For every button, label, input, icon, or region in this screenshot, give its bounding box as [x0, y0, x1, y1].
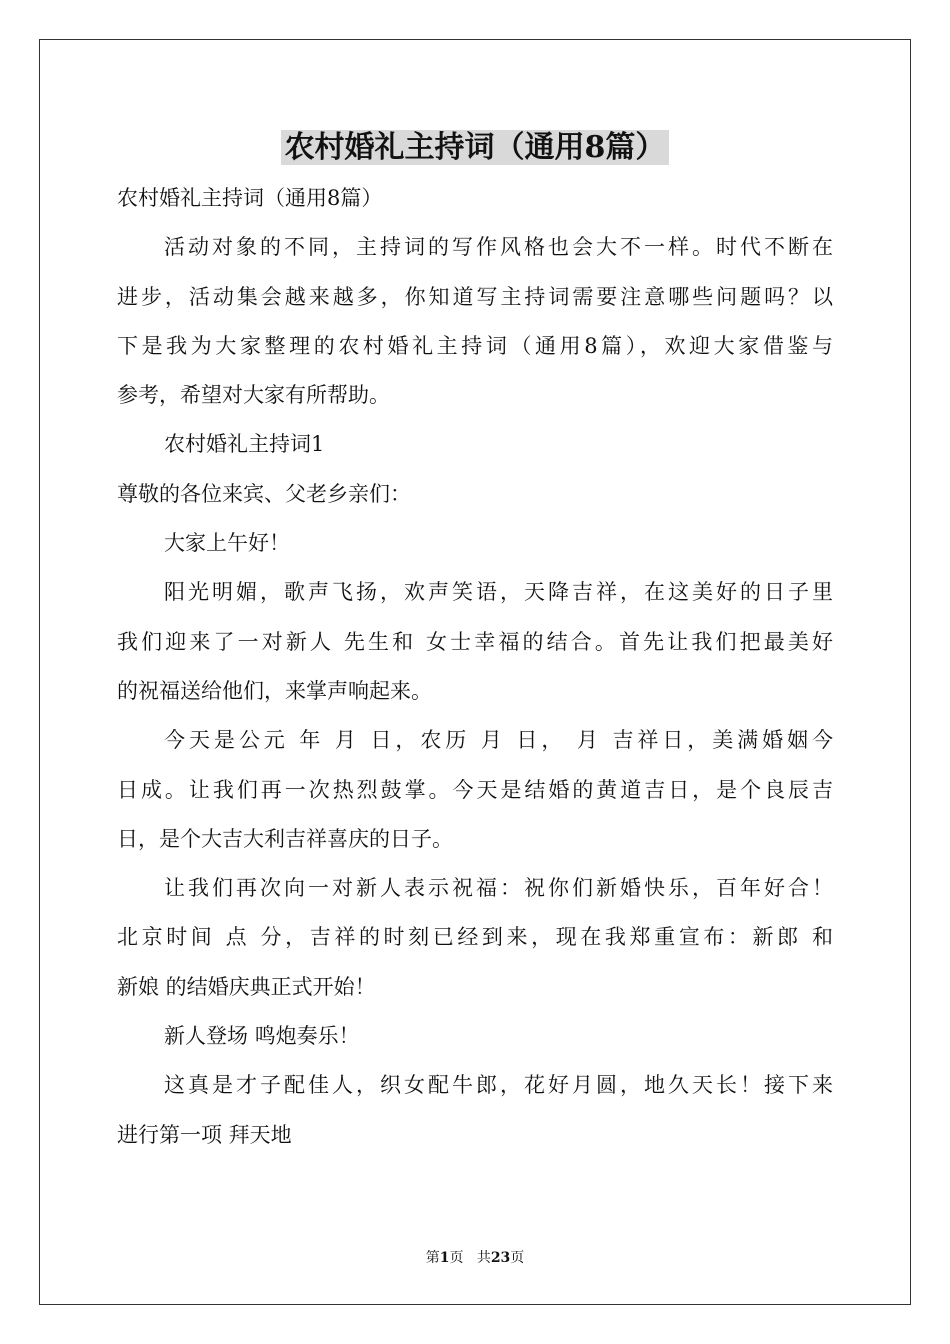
- paragraph-line: 进行第一项 拜天地: [117, 1122, 292, 1147]
- page-number: 1: [439, 1250, 450, 1266]
- paragraph-line: 的祝福送给他们，来掌声响起来。: [117, 678, 432, 703]
- page-suffix: 页: [449, 1250, 464, 1266]
- paragraph-line: 这真是才子配佳人，织女配牛郎，花好月圆，地久天长！接下来: [164, 1073, 833, 1098]
- salutation-line: 尊敬的各位来宾、父老乡亲们：: [117, 481, 411, 506]
- paragraph-line: 参考，希望对大家有所帮助。: [117, 383, 390, 408]
- paragraph-line: 北京时间 点 分，吉祥的时刻已经到来，现在我郑重宣布：新郎 和: [117, 925, 833, 950]
- paragraph-line: 新人登场 鸣炮奏乐！: [164, 1024, 360, 1049]
- total-pages: 23: [490, 1250, 511, 1266]
- paragraph-line: 让我们再次向一对新人表示祝福：祝你们新婚快乐，百年好合！: [164, 876, 833, 901]
- paragraph-line: 活动对象的不同，主持词的写作风格也会大不一样。时代不断在: [164, 235, 833, 260]
- paragraph-line: 进步，活动集会越来越多，你知道写主持词需要注意哪些问题吗？以: [117, 284, 833, 309]
- paragraph-line: 日成。让我们再一次热烈鼓掌。今天是结婚的黄道吉日，是个良辰吉: [117, 777, 833, 802]
- section-heading: 农村婚礼主持词1: [164, 432, 325, 457]
- document-body: [117, 174, 833, 1160]
- paragraph-line: 日，是个大吉大利吉祥喜庆的日子。: [117, 826, 453, 851]
- page-prefix: 第: [425, 1250, 440, 1266]
- greeting-line: 大家上午好！: [164, 531, 290, 556]
- paragraph-line: 新娘 的结婚庆典正式开始！: [117, 974, 376, 999]
- total-suffix: 页: [510, 1250, 525, 1266]
- paragraph-line: 今天是公元 年 月 日，农历 月 日， 月 吉祥日，美满婚姻今: [164, 728, 833, 753]
- document-title-text: 农村婚礼主持词（通用8篇）: [281, 130, 670, 165]
- page-footer: [0, 1248, 950, 1268]
- paragraph-line: 下是我为大家整理的农村婚礼主持词（通用8篇），欢迎大家借鉴与: [117, 333, 833, 358]
- total-prefix: 共: [476, 1250, 491, 1266]
- paragraph-line: 阳光明媚，歌声飞扬，欢声笑语，天降吉祥，在这美好的日子里: [164, 580, 833, 605]
- subtitle-line: 农村婚礼主持词（通用8篇）: [117, 186, 383, 210]
- document-title: [0, 126, 950, 170]
- paragraph-line: 我们迎来了一对新人 先生和 女士幸福的结合。首先让我们把最美好: [117, 629, 833, 654]
